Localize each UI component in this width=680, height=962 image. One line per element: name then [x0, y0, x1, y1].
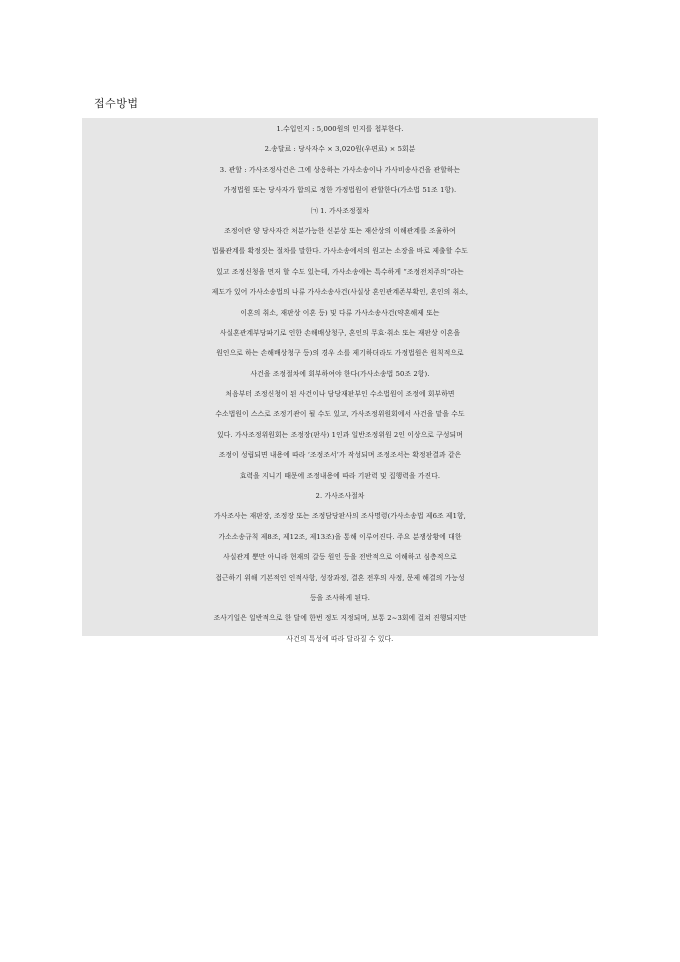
- text-line: 조정이란 양 당사자간 처분가능한 신분상 또는 재산상의 이해관계를 조율하여: [224, 226, 456, 235]
- text-line: 1.수입인지 : 5,000원의 인지를 첩부한다.: [276, 125, 404, 133]
- section-heading: 접수방법: [94, 97, 139, 110]
- text-line: 법률관계를 확정짓는 절차를 말한다. 가사소송에서의 원고는 소장을 바로 제출할 수도: [212, 247, 468, 256]
- text-line: 사건을 조정절차에 회부하여야 한다(가사소송법 50조 2항).: [250, 369, 430, 378]
- text-line: 사건의 특성에 따라 달라질 수 있다.: [286, 634, 394, 643]
- text-line: 사실혼관계부당파기로 인한 손해배상청구, 혼인의 무효·취소 또는 재판상 이혼을: [219, 328, 461, 337]
- text-line: 효력을 지니기 때문에 조정내용에 따라 기판력 및 집행력을 가진다.: [239, 471, 441, 480]
- subsection-heading: ㈀ 1. 가사조정절차: [310, 206, 370, 215]
- text-line: 가정법원 또는 당사자가 합의로 정한 가정법원이 관할한다(가소법 51조 1항).: [223, 186, 457, 195]
- text-line: 2.송달료 : 당사자수 × 3,020원(우편료) × 5회분: [264, 145, 416, 154]
- text-line: 수소법원이 스스로 조정기관이 될 수도 있고, 가사조정위원회에서 사건을 맡을 수도: [215, 410, 465, 419]
- text-line: 있고 조정신청을 먼저 할 수도 있는데, 가사소송에는 특수하게 “조정전치주의”라는: [216, 267, 464, 276]
- subsection-heading: 2. 가사조사절차: [315, 492, 365, 501]
- text-line: 사실관계 뿐만 아니라 현재의 갈등 원인 등을 전반적으로 이해하고 심층적으로: [223, 553, 457, 562]
- text-line: 처음부터 조정신청이 된 사건이나 담당재판부인 수소법원이 조정에 회부하면: [225, 390, 455, 399]
- text-line: 접근하기 위해 기본적인 인적사항, 성장과정, 결혼 전후의 사정, 문제 해결의 가능성: [215, 573, 465, 582]
- text-line: 등을 조사하게 된다.: [309, 593, 371, 602]
- text-line: 이혼의 취소, 재판상 이혼 등) 및 다류 가사소송사건(약혼해제 또는: [240, 308, 440, 317]
- text-line: 조사기일은 일반적으로 한 달에 한번 정도 지정되며, 보통 2~3회에 걸쳐 진행되지만: [213, 614, 467, 623]
- content-panel: [82, 118, 598, 643]
- text-line: 제도가 있어 가사소송법의 나류 가사소송사건(사실상 혼인관계존부확인, 혼인의 취소,: [211, 288, 469, 297]
- text-line: 3. 관할 : 가사조정사건은 그에 상응하는 가사소송이나 가사비송사건을 관할하는: [219, 165, 461, 174]
- text-line: 가소소송규칙 제8조, 제12조, 제13조)을 통해 이루어진다. 주요 분쟁상황에 대한: [218, 532, 462, 541]
- text-line: 가사조사는 재판장, 조정장 또는 조정담당판사의 조사명령(가사소송법 제6조 제1항,: [214, 512, 466, 521]
- text-line: 원인으로 하는 손해배상청구 등)의 경우 소를 제기하더라도 가정법원은 원칙적으로: [216, 349, 464, 358]
- text-line: 조정이 성립되면 내용에 따라 ‘조정조서’가 작성되며 조정조서는 확정판결과 같은: [218, 451, 462, 460]
- text-line: 있다. 가사조정위원회는 조정장(판사) 1인과 일반조정위원 2인 이상으로 구성되며: [217, 430, 463, 439]
